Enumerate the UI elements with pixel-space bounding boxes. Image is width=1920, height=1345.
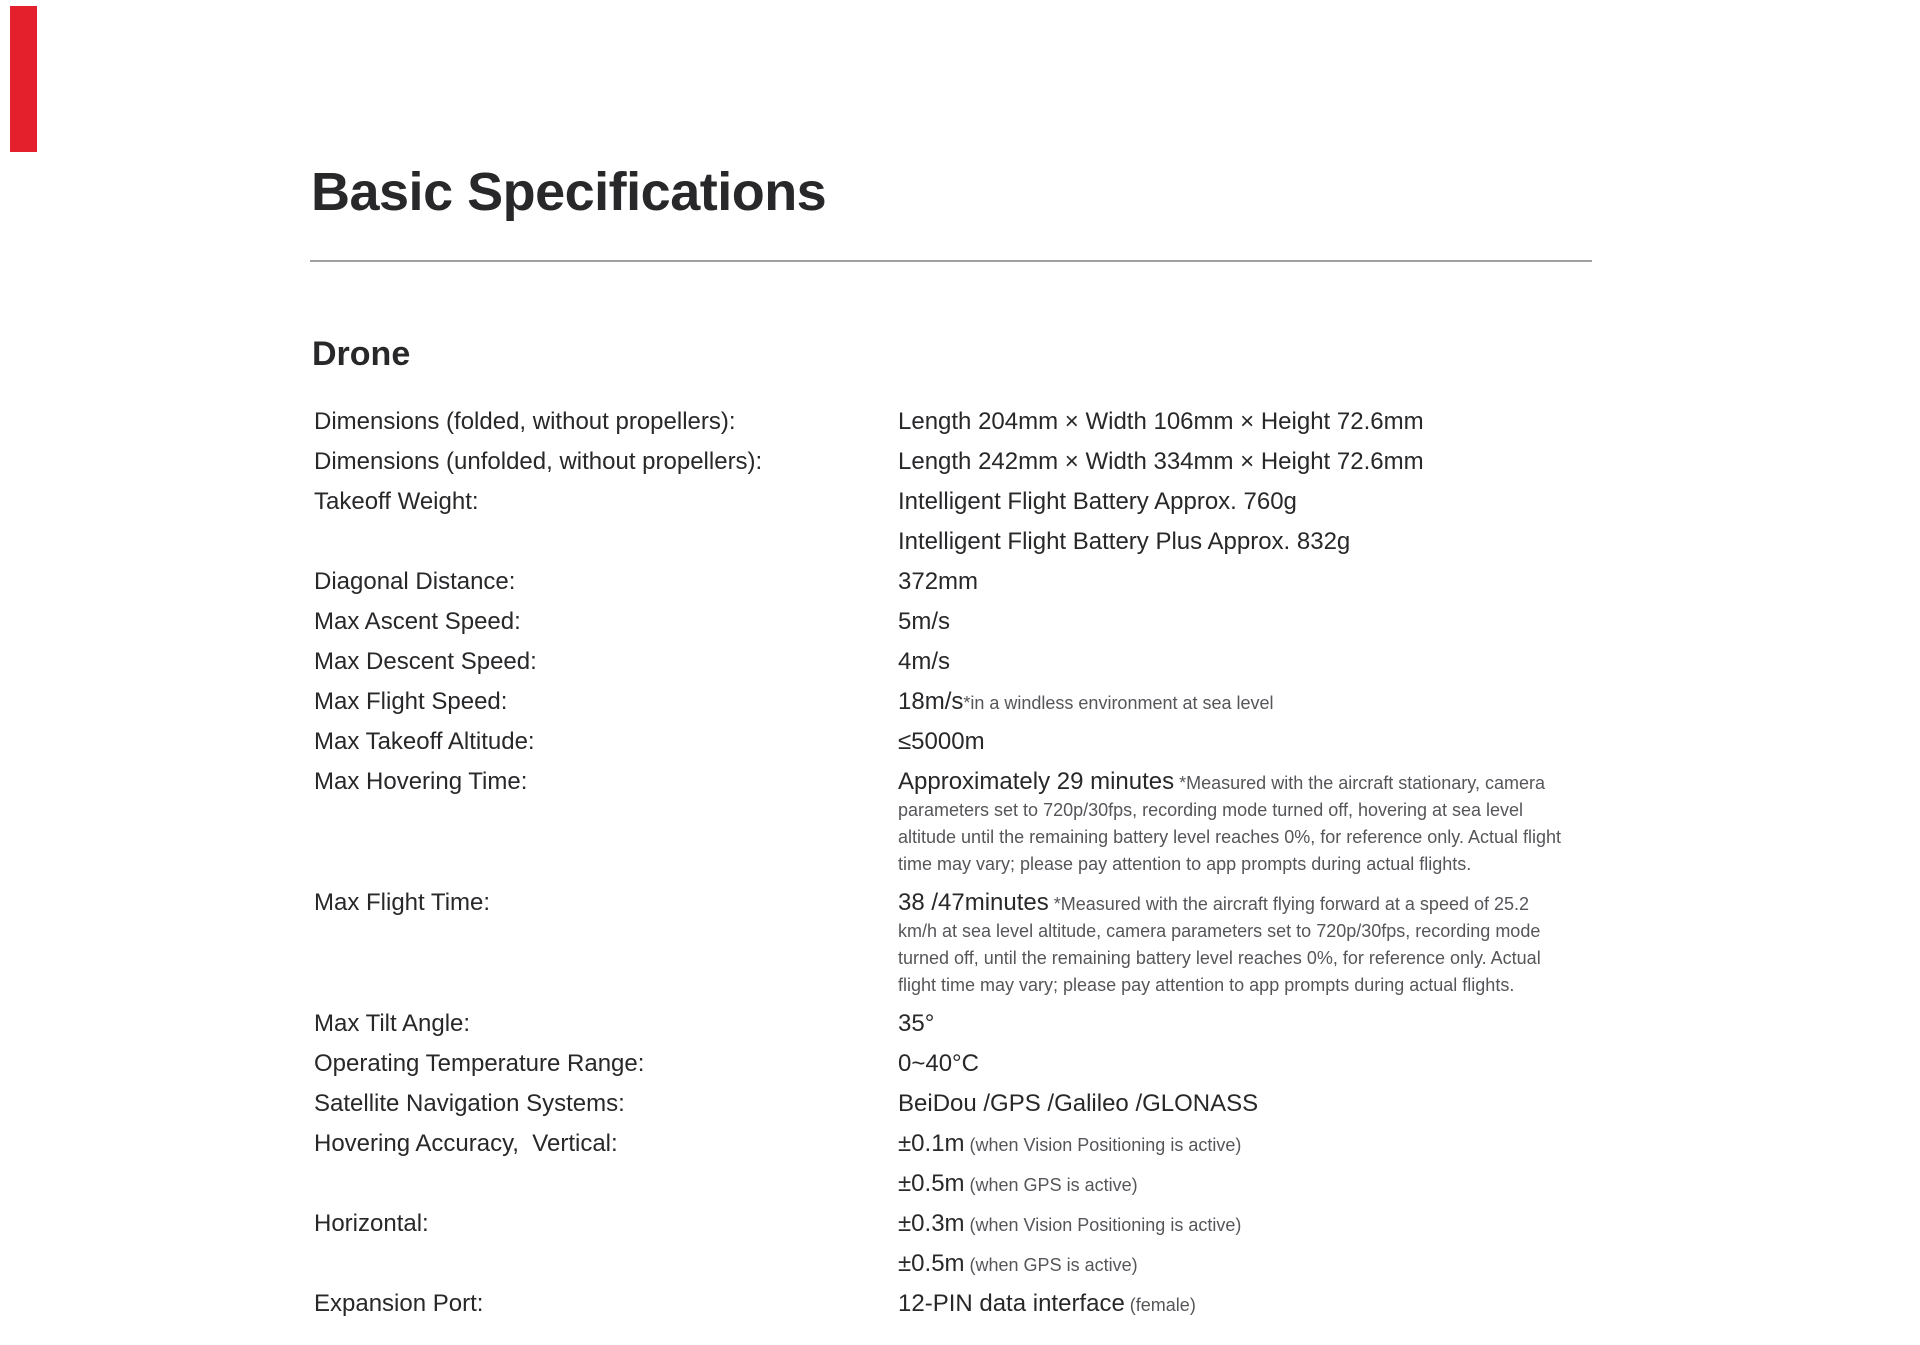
red-accent-bar [10,6,37,152]
spec-row [314,688,1624,715]
spec-value-main: Length 204mm × Width 106mm × Height 72.6mm [898,408,1424,435]
spec-value-main: 35° [898,1010,935,1037]
spec-value-main: Approximately 29 minutes [898,768,1175,795]
spec-label: Max Descent Speed: [314,648,537,675]
spec-label [314,1250,898,1277]
spec-value [898,408,1624,435]
spec-value-main: 0~40°C [898,1050,979,1077]
spec-value [898,688,1624,715]
spec-value [898,1010,1624,1037]
spec-label: Hovering Accuracy, Vertical: [314,1130,618,1157]
spec-row [314,408,1624,435]
spec-row [314,488,1624,515]
spec-value-main: BeiDou /GPS /Galileo /GLONASS [898,1090,1259,1117]
spec-value-note: (when GPS is active) [964,1255,1138,1275]
spec-value-main: Intelligent Flight Battery Approx. 760g [898,488,1297,515]
spec-value-main: ±0.1m [898,1130,965,1157]
spec-label: Expansion Port: [314,1290,484,1317]
spec-value [898,648,1624,675]
spec-label: Max Takeoff Altitude: [314,728,535,755]
spec-value-note: *in a windless environment at sea level [963,693,1274,713]
spec-value [898,889,1624,997]
spec-value [898,568,1624,595]
spec-label: Dimensions (folded, without propellers): [314,408,736,435]
spec-value-main: ±0.3m [898,1210,965,1237]
spec-row [314,608,1624,635]
spec-value [898,528,1624,555]
spec-table [314,408,1624,1330]
spec-value-main: 5m/s [898,608,951,635]
spec-value-note: (when Vision Positioning is active) [964,1215,1242,1235]
spec-value [898,448,1624,475]
spec-row [314,1130,1624,1157]
spec-value-main: 18m/s [898,688,964,715]
spec-value-note: *Measured with the aircraft stationary, camera parameters set to 720p/30fps, recording mode turned off, hovering at sea level altitude until the remaining battery level reaches 0%, for reference only. Actual flight time may vary; please pay attention to app prompts during actual flights. [898,773,1562,874]
spec-value [898,1170,1624,1197]
spec-value-main: Length 242mm × Width 334mm × Height 72.6mm [898,448,1424,475]
spec-value [898,1090,1624,1117]
spec-value [898,728,1624,755]
spec-value [898,1210,1624,1237]
section-heading-drone: Drone [312,335,411,373]
spec-value-note: (when Vision Positioning is active) [964,1135,1242,1155]
spec-label: Max Hovering Time: [314,768,528,795]
spec-row [314,1010,1624,1037]
spec-value [898,1050,1624,1077]
spec-value-main: 372mm [898,568,979,595]
spec-row [314,648,1624,675]
spec-row [314,1090,1624,1117]
spec-row [314,1290,1624,1317]
spec-row [314,1210,1624,1237]
spec-label: Dimensions (unfolded, without propellers): [314,448,763,475]
spec-label: Max Flight Speed: [314,688,508,715]
spec-value [898,608,1624,635]
spec-value-main: 38 /47minutes [898,889,1049,916]
spec-label: Takeoff Weight: [314,488,479,515]
title-divider [310,260,1592,262]
spec-row [314,528,1624,555]
spec-value [898,768,1624,876]
spec-label: Max Ascent Speed: [314,608,521,635]
spec-label [314,528,898,555]
spec-value-note: (female) [1124,1295,1196,1315]
spec-label: Horizontal: [314,1210,429,1237]
page-title: Basic Specifications [311,162,827,222]
spec-value [898,1130,1624,1157]
spec-row [314,1050,1624,1077]
spec-row [314,1250,1624,1277]
spec-value-main: ±0.5m [898,1250,965,1277]
spec-row [314,448,1624,475]
spec-row [314,889,1624,997]
spec-row [314,1170,1624,1197]
spec-label: Max Tilt Angle: [314,1010,471,1037]
spec-row [314,768,1624,876]
spec-label: Max Flight Time: [314,889,491,916]
spec-row [314,568,1624,595]
spec-value-main: Intelligent Flight Battery Plus Approx. 832g [898,528,1351,555]
spec-value [898,488,1624,515]
spec-label: Operating Temperature Range: [314,1050,645,1077]
spec-value-main: ≤5000m [898,728,985,755]
spec-label: Satellite Navigation Systems: [314,1090,625,1117]
spec-label: Diagonal Distance: [314,568,516,595]
spec-value [898,1250,1624,1277]
spec-value-main: ±0.5m [898,1170,965,1197]
spec-value-note: (when GPS is active) [964,1175,1138,1195]
spec-label [314,1170,898,1197]
spec-value [898,1290,1624,1317]
spec-row [314,728,1624,755]
spec-value-note: *Measured with the aircraft flying forward at a speed of 25.2 km/h at sea level altitude, camera parameters set to 720p/30fps, recording mode turned off, until the remaining battery level reaches 0%, for reference only. Actual flight time may vary; please pay attention to app prompts during actual flights. [898,894,1541,995]
spec-value-main: 4m/s [898,648,951,675]
spec-value-main: 12-PIN data interface [898,1290,1125,1317]
